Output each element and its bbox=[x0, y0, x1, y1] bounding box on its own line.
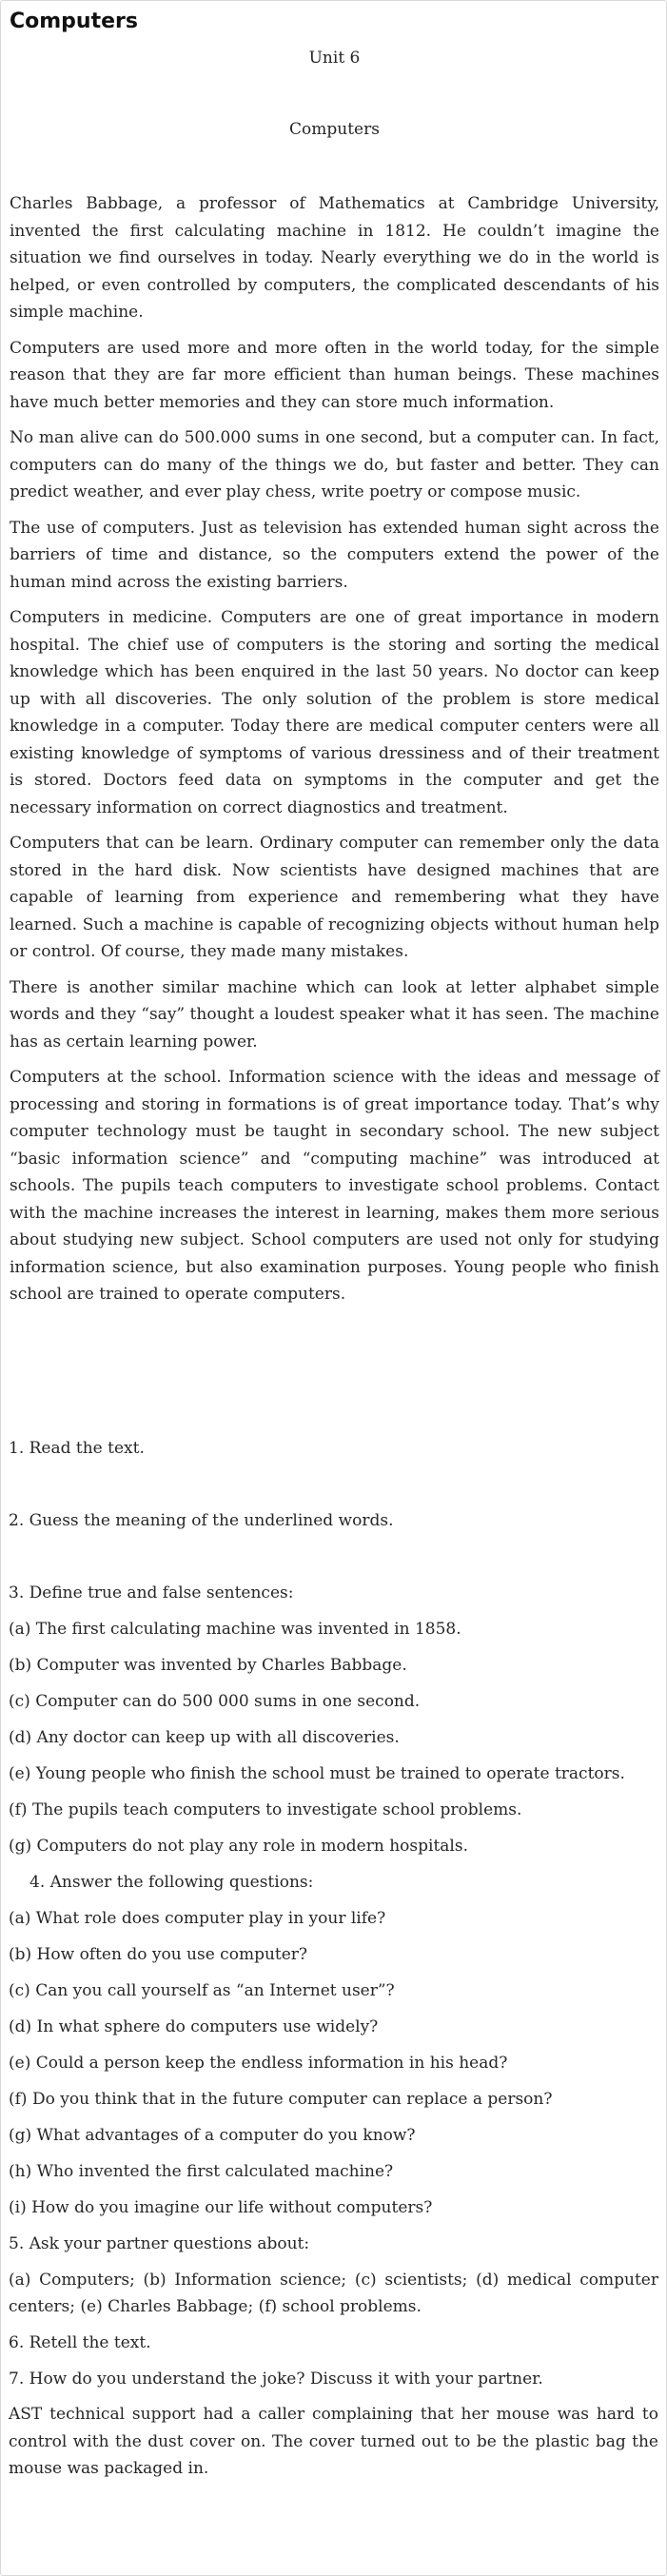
true-false-item: (c) Computer can do 500 000 sums in one second. bbox=[9, 1692, 421, 1711]
question-item: (a) What role does computer play in your life? bbox=[9, 1909, 386, 1928]
text-heading: Computers bbox=[289, 120, 380, 139]
passage-paragraph: There is another similar machine which can look at letter alphabet simple words and they “say” thought a loudest speaker what it has seen. The machine has as certain learning power. bbox=[10, 977, 659, 1052]
exercise-list bbox=[9, 1575, 658, 2483]
true-false-item: (b) Computer was invented by Charles Babbage. bbox=[9, 1656, 407, 1675]
question-item: (f) Do you think that in the future computer can replace a person? bbox=[9, 2090, 553, 2109]
question-item: (c) Can you call yourself as “an Internet user”? bbox=[9, 1981, 395, 2000]
passage-paragraph: No man alive can do 500.000 sums in one second, but a computer can. In fact, computers can do many of the things we do, but faster and better. They can predict weather, and ever play chess, write poetry or compose music. bbox=[10, 428, 659, 501]
task-1-text: 1. Read the text. bbox=[9, 1439, 145, 1458]
page-title: Computers bbox=[10, 10, 138, 33]
passage-paragraph: Computers at the school. Information science with the ideas and message of processing and storing in formations is of great importance today. That’s why computer technology must be taught in secondary school. The new subject “basic information science” and “computing machine” was introduced at schools. The pupils teach computers to investigate school problems. Contact with the machine increases the interest in learning, makes them more serious about studying new subject. School computers are used not only for studying information science, but also examination purposes. Young people who finish school are trained to operate computers. bbox=[10, 1068, 659, 1304]
task-4-title: 4. Answer the following questions: bbox=[29, 1873, 314, 1892]
task-2-text: 2. Guess the meaning of the underlined words. bbox=[9, 1511, 394, 1530]
question-item: (h) Who invented the first calculated machine? bbox=[9, 2162, 394, 2181]
true-false-item: (f) The pupils teach computers to investigate school problems. bbox=[9, 1800, 522, 1819]
unit-label: Unit 6 bbox=[308, 49, 361, 68]
task-7-title: 7. How do you understand the joke? Discuss it with your partner. bbox=[9, 2370, 543, 2389]
passage-paragraph: Computers that can be learn. Ordinary computer can remember only the data stored in the hard disk. Now scientists have designed machines that are capable of learning from experience and remembering what they have learned. Such a machine is capable of recognizing objects without human help or control. Of course, they made many mistakes. bbox=[10, 834, 659, 961]
passage-paragraph: The use of computers. Just as television has extended human sight across the barriers of time and distance, so the computers extend the power of the human mind across the existing barriers. bbox=[10, 518, 659, 592]
task-5-title: 5. Ask your partner questions about: bbox=[9, 2234, 310, 2253]
task-1 bbox=[9, 1430, 658, 1466]
question-item: (b) How often do you use computer? bbox=[9, 1945, 308, 1964]
passage-paragraph: Computers are used more and more often in the world today, for the simple reason that they are far more efficient than human beings. These machines have much better memories and they can store much information. bbox=[10, 338, 659, 412]
question-item: (g) What advantages of a computer do you know? bbox=[9, 2126, 416, 2145]
question-item: (i) How do you imagine our life without computers? bbox=[9, 2198, 433, 2217]
question-item: (e) Could a person keep the endless information in his head? bbox=[9, 2054, 508, 2073]
joke-text: AST technical support had a caller complaining that her mouse was hard to control with the dust cover on. The cover turned out to be the plastic bag the mouse was packaged in. bbox=[9, 2405, 658, 2478]
passage-paragraph: Computers in medicine. Computers are one of great importance in modern hospital. The chief use of computers is the storing and sorting the medical knowledge which has been enquired in the last 50 years. No doctor can keep up with all discoveries. The only solution of the problem is store medical knowledge in a computer. Today there are medical computer centers were all existing knowledge of symptoms of various dressiness and of their treatment is stored. Doctors feed data on symptoms in the computer and get the necessary information on correct diagnostics and treatment. bbox=[10, 608, 659, 817]
passage-paragraph: Charles Babbage, a professor of Mathematics at Cambridge University, invented the first calculating machine in 1812. He couldn’t imagine the situation we find ourselves in today. Nearly everything we do in the world is helped, or even controlled by computers, the complicated descendants of his simple machine. bbox=[10, 194, 659, 322]
task-6-text: 6. Retell the text. bbox=[9, 2333, 151, 2352]
question-item: (d) In what sphere do computers use widely? bbox=[9, 2017, 379, 2036]
true-false-item: (a) The first calculating machine was invented in 1858. bbox=[9, 1620, 461, 1639]
task-2 bbox=[9, 1503, 658, 1539]
true-false-item: (e) Young people who finish the school must be trained to operate tractors. bbox=[9, 1764, 625, 1783]
true-false-item: (d) Any doctor can keep up with all discoveries. bbox=[9, 1728, 400, 1747]
reading-passage bbox=[10, 190, 659, 1317]
task-3-title: 3. Define true and false sentences: bbox=[9, 1583, 294, 1603]
true-false-item: (g) Computers do not play any role in modern hospitals. bbox=[9, 1837, 468, 1856]
task-5-text: (a) Computers; (b) Information science; (c) scientists; (d) medical computer centers; (e) Charles Babbage; (f) school problems. bbox=[9, 2271, 658, 2316]
